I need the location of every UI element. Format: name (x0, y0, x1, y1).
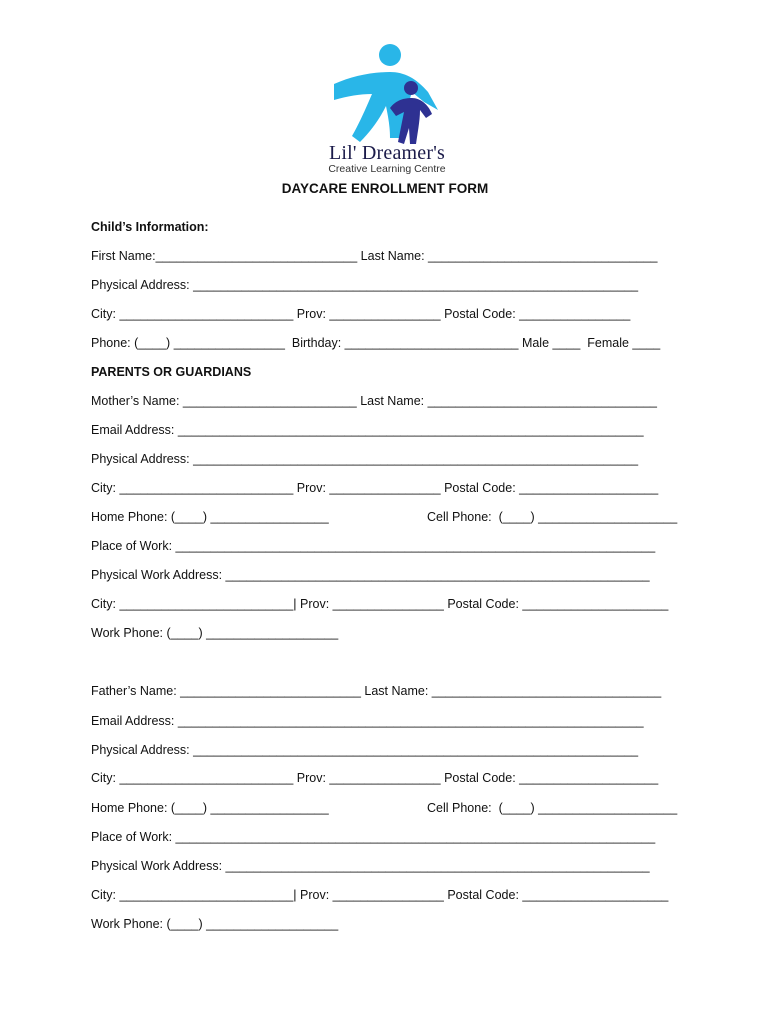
mother-work-place-field[interactable]: Place of Work: _____________________________________________________________________ (91, 539, 656, 553)
mother-work-address-field[interactable]: Physical Work Address: _____________________________________________________________ (91, 568, 650, 582)
mother-email-field[interactable]: Email Address: ___________________________________________________________________ (91, 423, 644, 437)
parents-heading: PARENTS OR GUARDIANS (91, 365, 252, 379)
father-name-field[interactable]: Father’s Name: __________________________ Last Name: _________________________________ (91, 684, 662, 698)
father-work-phone-field[interactable]: Work Phone: (____) ___________________ (91, 917, 339, 931)
mother-work-phone-field[interactable]: Work Phone: (____) ___________________ (91, 626, 339, 640)
children-figures-icon (332, 42, 442, 146)
form-title: DAYCARE ENROLLMENT FORM (281, 181, 489, 196)
father-address-field[interactable]: Physical Address: ________________________________________________________________ (91, 743, 639, 757)
mother-address-field[interactable]: Physical Address: ________________________________________________________________ (91, 452, 639, 466)
mother-cell-phone-field[interactable]: Cell Phone: (____) ____________________ (427, 510, 678, 524)
logo (322, 42, 462, 176)
child-address-field[interactable]: Physical Address: ________________________________________________________________ (91, 278, 639, 292)
father-home-phone-field[interactable]: Home Phone: (____) _________________ (91, 801, 329, 815)
father-cell-phone-field[interactable]: Cell Phone: (____) ____________________ (427, 801, 678, 815)
mother-work-city-field[interactable]: City: _________________________| Prov: ________________ Postal Code: _____________________ (91, 597, 669, 611)
father-work-city-field[interactable]: City: _________________________| Prov: ________________ Postal Code: _____________________ (91, 888, 669, 902)
father-city-field[interactable]: City: _________________________ Prov: ________________ Postal Code: ____________________ (91, 771, 659, 785)
mother-home-phone-field[interactable]: Home Phone: (____) _________________ (91, 510, 329, 524)
father-work-address-field[interactable]: Physical Work Address: _____________________________________________________________ (91, 859, 650, 873)
child-phone-birthday-field[interactable]: Phone: (____) ________________ Birthday: _________________________ Male ____ Female ____ (91, 336, 661, 350)
logo-subtitle: Creative Learning Centre (328, 163, 446, 175)
mother-city-field[interactable]: City: _________________________ Prov: ________________ Postal Code: ____________________ (91, 481, 659, 495)
father-email-field[interactable]: Email Address: ___________________________________________________________________ (91, 714, 644, 728)
child-info-heading: Child’s Information: (91, 220, 209, 234)
logo-name: Lil' Dreamer's (328, 142, 446, 164)
father-work-place-field[interactable]: Place of Work: _____________________________________________________________________ (91, 830, 656, 844)
mother-name-field[interactable]: Mother’s Name: _________________________ Last Name: _________________________________ (91, 394, 658, 408)
child-name-field[interactable]: First Name:_____________________________ Last Name: _________________________________ (91, 249, 658, 263)
child-city-field[interactable]: City: _________________________ Prov: ________________ Postal Code: ________________ (91, 307, 631, 321)
